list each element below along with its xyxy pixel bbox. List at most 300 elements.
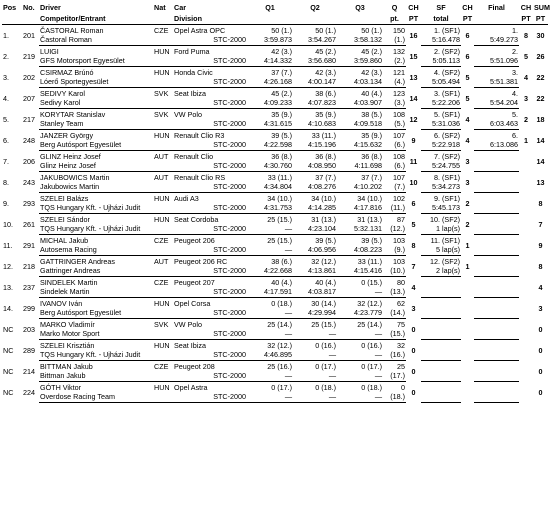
car-cell: Seat Ibiza (174, 89, 206, 98)
q2-points-cell: 50 (1.) (315, 26, 336, 35)
final-time-cell: 5:49.273 (474, 35, 519, 46)
col-qpt: pt. (383, 13, 406, 25)
sf-rank-cell: 9. (SF1) (434, 194, 460, 203)
q2-points-cell: 40 (4.) (315, 278, 336, 287)
driver-cell: SZELEI Sándor (40, 215, 90, 224)
division-cell: STC-2000 (173, 98, 247, 109)
q3-points-cell: 40 (4.) (361, 89, 382, 98)
q2-time-cell: 4:10.683 (293, 119, 337, 130)
table-row (2, 298, 548, 309)
q-rank-cell: (12.) (383, 224, 406, 235)
division-cell: STC-2000 (173, 266, 247, 277)
sum-pt-cell: 22 (536, 94, 545, 103)
nat-cell: HUN (154, 194, 170, 203)
driver-cell: SZELEI Krisztián (40, 341, 95, 350)
q-pt-cell: 3 (411, 304, 416, 313)
sum-pt-cell: 0 (538, 388, 543, 397)
pos-cell: NC (3, 346, 14, 355)
q-rank-cell: (1.) (383, 35, 406, 46)
q-total-cell: 108 (393, 152, 405, 161)
sf-time-cell (421, 392, 461, 403)
q3-time-cell: 3:59.860 (337, 56, 383, 67)
sf-rank-cell: 8. (SF1) (434, 173, 460, 182)
number-cell: 289 (23, 346, 35, 355)
q-total-cell: 62 (397, 299, 405, 308)
header-row-2 (2, 13, 548, 25)
sf-pt-cell: 1 (465, 262, 470, 271)
q1-points-cell: 38 (6.) (271, 257, 292, 266)
q2-time-cell: 4:08.276 (293, 182, 337, 193)
final-rank-cell (474, 277, 519, 288)
sum-pt-cell: 3 (538, 304, 543, 313)
final-rank-cell (474, 214, 519, 225)
division-cell: STC-2000 (173, 119, 247, 130)
entrant-cell: Berg Autósport Egyesület (39, 308, 153, 319)
car-cell: Peugeot 206 RC (174, 257, 228, 266)
q3-points-cell: 38 (5.) (361, 110, 382, 119)
pos-cell: 8. (3, 178, 9, 187)
final-pt-cell (519, 361, 533, 382)
entrant-cell: TQS Hungary Kft. - Ujházi Judit (39, 203, 153, 214)
entrant-cell: TQS Hungary Kft. - Ujházi Judit (39, 350, 153, 361)
q3-time-cell: 4:15.632 (337, 140, 383, 151)
entrant-cell: Sindelek Martin (39, 287, 153, 298)
driver-cell: JAKUBOWICS Martin (40, 173, 110, 182)
final-rank-cell (474, 382, 519, 393)
q1-points-cell: 33 (11.) (267, 173, 292, 182)
q-rank-cell: (4.) (383, 77, 406, 88)
final-time-cell (474, 203, 519, 214)
q1-time-cell: 4:17.591 (247, 287, 293, 298)
q2-points-cell: 38 (6.) (315, 89, 336, 98)
q3-points-cell: 36 (8.) (361, 152, 382, 161)
final-time-cell (474, 308, 519, 319)
final-rank-cell (474, 235, 519, 246)
driver-cell: JANZER György (40, 131, 94, 140)
q2-points-cell: 37 (7.) (315, 173, 336, 182)
q-pt-cell: 0 (411, 325, 416, 334)
sf-time-cell (421, 329, 461, 340)
sf-rank-cell: 5. (SF1) (434, 110, 460, 119)
col-pos: Pos (3, 3, 17, 12)
q2-points-cell: 0 (16.) (315, 341, 336, 350)
division-cell: STC-2000 (173, 182, 247, 193)
final-time-cell: 6:03.463 (474, 119, 519, 130)
sum-pt-cell: 7 (538, 220, 543, 229)
table-row (2, 193, 548, 204)
number-cell: 214 (23, 367, 35, 376)
q2-time-cell: 4:29.994 (293, 308, 337, 319)
q3-time-cell: — (337, 329, 383, 340)
driver-cell: LUIGI (40, 47, 59, 56)
division-cell: STC-2000 (173, 35, 247, 46)
q-rank-cell: (11.) (383, 203, 406, 214)
nat-cell: SVK (154, 110, 169, 119)
number-cell: 201 (23, 31, 35, 41)
driver-cell: GLINZ Heinz Josef (40, 152, 101, 161)
q-pt-cell: 11 (409, 157, 418, 166)
division-cell: STC-2000 (173, 203, 247, 214)
q1-time-cell: — (247, 371, 293, 382)
final-pt-cell (519, 151, 533, 172)
final-pt-cell (519, 235, 533, 256)
driver-cell: SZELEI Balázs (40, 194, 89, 203)
q3-points-cell: 39 (5.) (361, 236, 382, 245)
q-total-cell: 108 (393, 110, 405, 119)
q3-time-cell: 4:03.134 (337, 77, 383, 88)
number-cell: 261 (23, 220, 35, 229)
results-body (2, 25, 548, 403)
q1-points-cell: 37 (7.) (271, 68, 292, 77)
nat-cell: AUT (154, 257, 169, 266)
sf-pt-cell: 4 (465, 136, 470, 145)
final-time-cell (474, 182, 519, 193)
number-cell: 291 (23, 241, 35, 250)
q-total-cell: 25 (397, 362, 405, 371)
q2-time-cell: 4:03.817 (293, 287, 337, 298)
col-sf-total: total (421, 13, 461, 25)
sf-pt-cell (461, 340, 474, 361)
q2-points-cell: 35 (9.) (315, 110, 336, 119)
sf-time-cell: 5:31.036 (421, 119, 461, 130)
col-q3: Q3 (355, 3, 365, 12)
final-pt-cell (519, 193, 533, 214)
q2-points-cell: 25 (15.) (311, 320, 336, 329)
final-pt-cell: 4 (524, 73, 528, 82)
driver-cell: GATTRINGER Andreas (40, 257, 115, 266)
final-rank-cell: 2. (512, 47, 518, 56)
number-cell: 202 (23, 73, 35, 82)
q3-points-cell: 32 (12.) (357, 299, 382, 308)
q3-points-cell: 25 (14.) (357, 320, 382, 329)
q1-points-cell: 25 (15.) (267, 215, 292, 224)
q1-time-cell: 4:31.615 (247, 119, 293, 130)
table-row (2, 340, 548, 351)
q2-points-cell: 42 (3.) (315, 68, 336, 77)
nat-cell: HUN (154, 68, 170, 77)
pos-cell: 3. (3, 73, 9, 82)
pos-cell: 6. (3, 136, 9, 145)
q2-time-cell: — (293, 329, 337, 340)
number-cell: 224 (23, 388, 35, 397)
final-time-cell (474, 161, 519, 172)
q2-time-cell: 4:07.823 (293, 98, 337, 109)
q2-time-cell: 4:23.104 (293, 224, 337, 235)
q3-time-cell: 3:58.132 (337, 35, 383, 46)
sf-rank-cell (421, 298, 461, 309)
q-pt-cell: 15 (409, 52, 418, 61)
header-row-1 (2, 2, 548, 13)
table-row (2, 151, 548, 162)
col-ch3: CH (520, 3, 532, 12)
sf-rank-cell: 1. (SF1) (434, 26, 460, 35)
q3-time-cell: 4:09.518 (337, 119, 383, 130)
sf-pt-cell: 3 (465, 157, 470, 166)
col-sum: SUM (534, 3, 550, 12)
q3-time-cell: 4:08.223 (337, 245, 383, 256)
final-rank-cell: 5. (512, 110, 518, 119)
pos-cell: 1. (3, 31, 9, 41)
final-rank-cell: 1. (512, 26, 518, 35)
q-total-cell: 107 (393, 131, 405, 140)
q-total-cell: 103 (393, 257, 405, 266)
q-total-cell: 150 (393, 26, 405, 35)
sf-rank-cell: 12. (SF2) (430, 257, 460, 266)
sf-pt-cell: 1 (465, 241, 470, 250)
final-rank-cell: 4. (512, 89, 518, 98)
entrant-cell: Berg Autósport Egyesület (39, 140, 153, 151)
q-total-cell: 0 (401, 383, 405, 392)
pos-cell: 10. (3, 220, 13, 229)
sum-pt-cell: 0 (538, 367, 543, 376)
q3-points-cell: 33 (11.) (357, 257, 382, 266)
col-ch-pt: PT (406, 13, 421, 25)
q-pt-cell: 4 (411, 283, 416, 292)
table-row (2, 25, 548, 36)
sf-rank-cell: 6. (SF2) (434, 131, 460, 140)
q1-time-cell: — (247, 308, 293, 319)
sum-pt-cell: 0 (538, 325, 543, 334)
pos-cell: 13. (3, 283, 13, 292)
number-cell: 243 (23, 178, 35, 187)
q2-points-cell: 36 (8.) (315, 152, 336, 161)
col-driver: Driver (40, 3, 61, 12)
q-total-cell: 132 (393, 47, 405, 56)
q3-points-cell: 37 (7.) (361, 173, 382, 182)
final-time-cell (474, 287, 519, 298)
sf-pt-cell: 5 (465, 73, 470, 82)
final-pt-cell (519, 172, 533, 193)
final-time-cell: 5:51.381 (474, 77, 519, 88)
q1-points-cell: 40 (4.) (271, 278, 292, 287)
sf-pt-cell: 6 (465, 52, 470, 61)
nat-cell: HUN (154, 47, 170, 56)
driver-cell: CSIRMAZ Brúnó (40, 68, 94, 77)
sf-time-cell: 5 lap(s) (421, 245, 461, 256)
q1-time-cell: 4:22.598 (247, 140, 293, 151)
driver-cell: SEDIVY Karol (40, 89, 86, 98)
q3-time-cell: — (337, 371, 383, 382)
sf-time-cell: 5:16.478 (421, 35, 461, 46)
q-total-cell: 121 (393, 68, 405, 77)
final-pt-cell: 5 (524, 52, 528, 61)
q1-time-cell: — (247, 224, 293, 235)
table-row (2, 277, 548, 288)
q2-points-cell: 0 (18.) (315, 383, 336, 392)
q3-time-cell: — (337, 392, 383, 403)
final-rank-cell: 3. (512, 68, 518, 77)
q3-points-cell: 31 (13.) (357, 215, 382, 224)
number-cell: 218 (23, 262, 35, 271)
q1-time-cell: 4:46.895 (247, 350, 293, 361)
table-row (2, 109, 548, 120)
col-final: Final (488, 3, 505, 12)
number-cell: 237 (23, 283, 35, 292)
q1-time-cell: 3:59.873 (247, 35, 293, 46)
q1-time-cell: — (247, 245, 293, 256)
q2-time-cell: — (293, 371, 337, 382)
nat-cell: CZE (154, 362, 169, 371)
col-ch: CH (408, 3, 419, 12)
entrant-cell: Marko Motor Sport (39, 329, 153, 340)
nat-cell: HUN (154, 131, 170, 140)
q-pt-cell: 16 (409, 31, 418, 41)
driver-cell: KORYTAR Stanislav (40, 110, 106, 119)
q-rank-cell: (13.) (383, 287, 406, 298)
entrant-cell: Lóerő Sportegyesület (39, 77, 153, 88)
col-sf: SF (436, 3, 446, 12)
q-pt-cell: 7 (411, 262, 416, 271)
q1-time-cell: — (247, 392, 293, 403)
q-pt-cell: 8 (411, 241, 416, 250)
sf-pt-cell (461, 277, 474, 298)
pos-cell: 14. (3, 304, 13, 313)
table-row (2, 130, 548, 141)
q-rank-cell: (14.) (383, 308, 406, 319)
nat-cell: CZE (154, 236, 169, 245)
pos-cell: 5. (3, 115, 9, 124)
sf-rank-cell (421, 361, 461, 372)
nat-cell: HUN (154, 299, 170, 308)
sf-pt-cell: 5 (465, 94, 470, 103)
q3-time-cell: 4:10.202 (337, 182, 383, 193)
entrant-cell: Autosema Racing (39, 245, 153, 256)
final-time-cell (474, 371, 519, 382)
q2-time-cell: 4:13.861 (293, 266, 337, 277)
final-time-cell (474, 329, 519, 340)
q3-points-cell: 0 (18.) (361, 383, 382, 392)
q1-time-cell: 4:31.753 (247, 203, 293, 214)
final-rank-cell (474, 193, 519, 204)
nat-cell: AUT (154, 152, 169, 161)
sf-pt-cell (461, 361, 474, 382)
division-cell: STC-2000 (173, 287, 247, 298)
col-competitor: Competitor/Entrant (39, 13, 153, 25)
entrant-cell: Stanley Team (39, 119, 153, 130)
entrant-cell: GFS Motorsport Egyesület (39, 56, 153, 67)
q1-points-cell: 32 (12.) (267, 341, 292, 350)
q2-points-cell: 45 (2.) (315, 47, 336, 56)
q-rank-cell: (16.) (383, 350, 406, 361)
sf-pt-cell: 3 (465, 178, 470, 187)
table-row (2, 88, 548, 99)
final-time-cell: 5:51.096 (474, 56, 519, 67)
sf-pt-cell (461, 382, 474, 403)
col-nat: Nat (154, 3, 166, 12)
col-ch2: CH (462, 3, 473, 12)
q-pt-cell: 0 (411, 388, 416, 397)
q1-points-cell: 45 (2.) (271, 89, 292, 98)
sf-time-cell (421, 287, 461, 298)
sf-time-cell (421, 350, 461, 361)
q2-time-cell: 4:15.196 (293, 140, 337, 151)
final-rank-cell (474, 256, 519, 267)
final-pt-cell (519, 256, 533, 277)
car-cell: Ford Puma (174, 47, 210, 56)
sum-pt-cell: 0 (538, 346, 543, 355)
q1-points-cell: 39 (5.) (271, 131, 292, 140)
final-pt-cell: 8 (524, 31, 528, 41)
pos-cell: 9. (3, 199, 9, 208)
nat-cell: SVK (154, 89, 169, 98)
pos-cell: NC (3, 388, 14, 397)
table-row (2, 319, 548, 330)
q-rank-cell: (6.) (383, 140, 406, 151)
q2-points-cell: 30 (14.) (311, 299, 336, 308)
q2-points-cell: 32 (12.) (311, 257, 336, 266)
q3-points-cell: 0 (16.) (361, 341, 382, 350)
q-pt-cell: 12 (409, 115, 418, 124)
col-no: No. (23, 3, 35, 12)
number-cell: 206 (23, 157, 35, 166)
division-cell: STC-2000 (173, 308, 247, 319)
table-row (2, 67, 548, 78)
table-row (2, 46, 548, 57)
q-rank-cell: (15.) (383, 329, 406, 340)
sum-pt-cell: 9 (538, 241, 543, 250)
car-cell: VW Polo (174, 110, 202, 119)
final-pt-cell (519, 214, 533, 235)
car-cell: Honda Civic (174, 68, 213, 77)
nat-cell: CZE (154, 26, 169, 35)
sf-pt-cell (461, 319, 474, 340)
division-cell: STC-2000 (173, 140, 247, 151)
final-rank-cell (474, 172, 519, 183)
driver-cell: IVANOV Iván (40, 299, 83, 308)
sf-time-cell (421, 308, 461, 319)
q-pt-cell: 0 (411, 367, 416, 376)
division-cell: STC-2000 (173, 392, 247, 403)
final-pt-cell (519, 319, 533, 340)
q3-time-cell: — (337, 350, 383, 361)
q3-time-cell: 4:17.816 (337, 203, 383, 214)
results-table (2, 2, 548, 403)
q-rank-cell: (5.) (383, 119, 406, 130)
car-cell: Peugeot 206 (174, 236, 215, 245)
final-pt-cell (519, 382, 533, 403)
sf-rank-cell: 11. (SF1) (430, 236, 460, 245)
number-cell: 293 (23, 199, 35, 208)
sf-rank-cell: 3. (SF1) (434, 89, 460, 98)
final-pt-cell (519, 298, 533, 319)
car-cell: Audi A3 (174, 194, 199, 203)
q-rank-cell: (18.) (383, 392, 406, 403)
q1-points-cell: 36 (8.) (271, 152, 292, 161)
q2-points-cell: 33 (11.) (311, 131, 336, 140)
q-total-cell: 80 (397, 278, 405, 287)
q-rank-cell: (9.) (383, 245, 406, 256)
pos-cell: 7. (3, 157, 9, 166)
q3-points-cell: 0 (17.) (361, 362, 382, 371)
nat-cell: AUT (154, 173, 169, 182)
sf-time-cell (421, 371, 461, 382)
final-pt-cell (519, 340, 533, 361)
q-total-cell: 103 (393, 236, 405, 245)
q1-time-cell: — (247, 329, 293, 340)
driver-cell: BITTMAN Jakub (40, 362, 93, 371)
q-pt-cell: 14 (409, 94, 418, 103)
q-rank-cell: (7.) (383, 182, 406, 193)
pos-cell: 2. (3, 52, 9, 61)
car-cell: Peugeot 208 (174, 362, 215, 371)
q1-points-cell: 35 (9.) (271, 110, 292, 119)
pos-cell: NC (3, 325, 14, 334)
q3-points-cell: 35 (9.) (361, 131, 382, 140)
car-cell: Renault Clio (174, 152, 214, 161)
final-rank-cell (474, 298, 519, 309)
col-car: Car (174, 3, 186, 12)
q2-time-cell: 4:06.956 (293, 245, 337, 256)
